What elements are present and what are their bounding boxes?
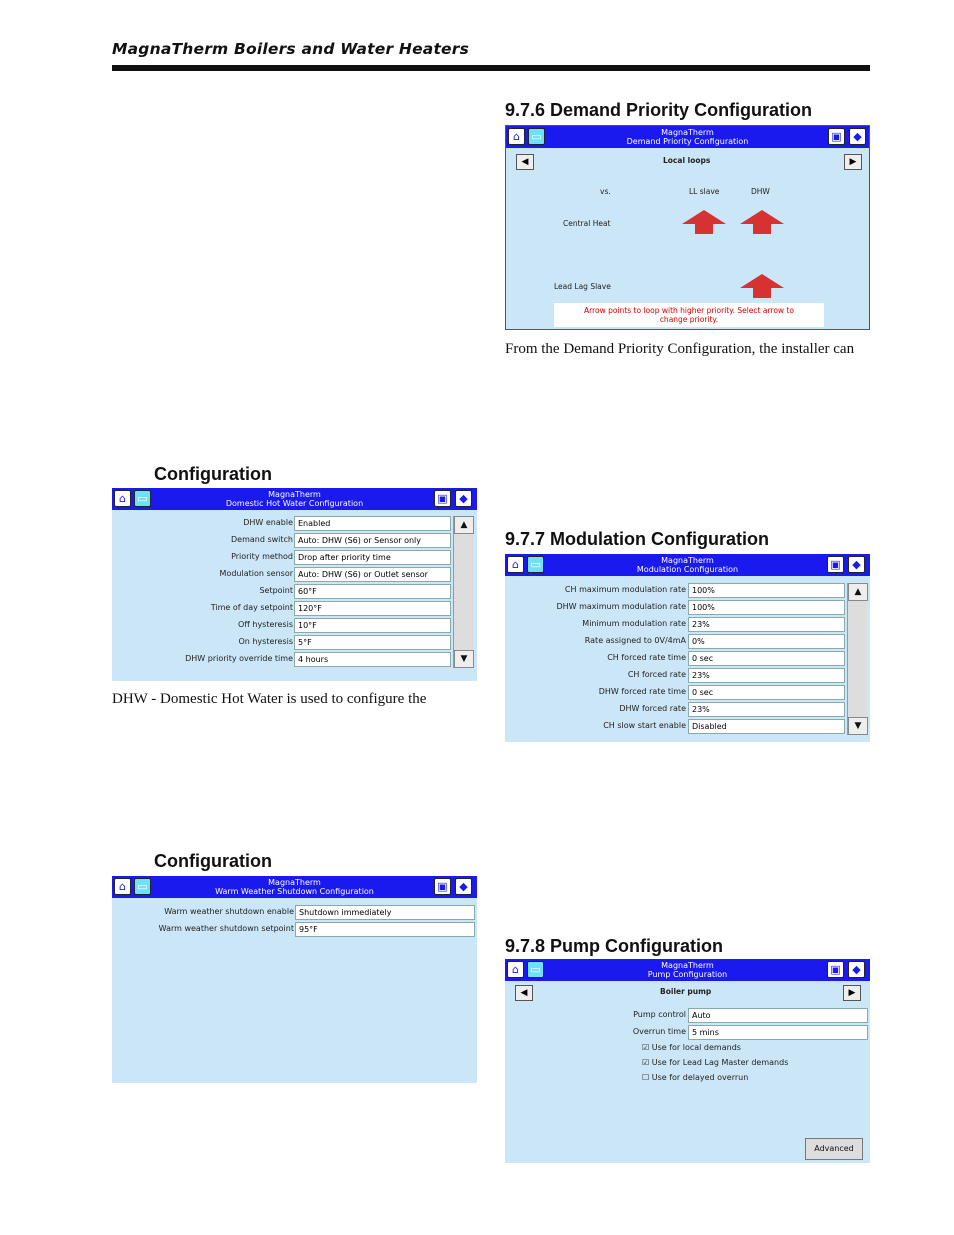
screen-app-name: MagnaTherm — [268, 490, 321, 499]
row-value-field[interactable]: 100% — [688, 600, 845, 615]
screen-icon[interactable]: ▭ — [527, 556, 544, 573]
row-value-field[interactable]: 120°F — [294, 601, 451, 616]
row-value-field[interactable]: Auto: DHW (S6) or Outlet sensor — [294, 567, 451, 582]
checkbox-label: Use for Lead Lag Master demands — [651, 1058, 789, 1067]
row-value-field[interactable]: Auto: DHW (S6) or Sensor only — [294, 533, 451, 548]
home-icon[interactable]: ⌂ — [114, 878, 131, 895]
dhw-config-heading: Configuration — [154, 464, 272, 484]
screen-app-name: MagnaTherm — [661, 961, 714, 970]
running-header: MagnaTherm Boilers and Water Heaters — [112, 40, 470, 58]
screen-app-name: MagnaTherm — [661, 556, 714, 565]
priority-arrow-stem — [695, 224, 713, 234]
row-label: CH forced rate — [627, 670, 686, 679]
home-icon[interactable]: ⌂ — [507, 961, 524, 978]
home-icon[interactable]: ⌂ — [508, 128, 525, 145]
scroll-down-icon[interactable]: ▼ — [454, 650, 474, 668]
row-value-field[interactable]: Auto — [688, 1008, 868, 1023]
row-value-field[interactable]: 4 hours — [294, 652, 451, 667]
priority-arrow-icon[interactable] — [682, 210, 726, 224]
lock-icon[interactable]: ▣ — [434, 878, 451, 895]
demand-priority-screen — [505, 125, 870, 330]
wws-config-heading: Configuration — [154, 851, 272, 871]
row-label: DHW priority override time — [185, 654, 293, 663]
row-value-field[interactable]: 100% — [688, 583, 845, 598]
next-icon[interactable]: ◆ — [848, 961, 865, 978]
screen-titlebar — [112, 876, 477, 898]
screen-title: Demand Priority Configuration — [626, 137, 749, 146]
modulation-config-screen — [505, 554, 870, 742]
row-central-heat: Central Heat — [563, 219, 611, 228]
row-label: Warm weather shutdown enable — [164, 907, 294, 916]
pump-option-checkbox[interactable]: ☑ Use for local demands — [642, 1043, 741, 1052]
priority-arrow-stem — [753, 288, 771, 298]
pump-subtitle: Boiler pump — [660, 987, 712, 996]
row-value-field[interactable]: 60°F — [294, 584, 451, 599]
checkbox-label: Use for delayed overrun — [651, 1073, 749, 1082]
pump-option-checkbox[interactable]: ☑ Use for Lead Lag Master demands — [642, 1058, 789, 1067]
loop-label: Local loops — [663, 156, 711, 165]
row-label: CH slow start enable — [603, 721, 686, 730]
screen-titlebar — [505, 554, 870, 576]
scroll-up-icon[interactable]: ▲ — [848, 583, 868, 601]
left-arrow-icon[interactable]: ◀ — [516, 154, 534, 170]
row-value-field[interactable]: 0 sec — [688, 685, 845, 700]
screen-app-name: MagnaTherm — [268, 878, 321, 887]
screen-app-name: MagnaTherm — [661, 128, 714, 137]
priority-note-line2: change priority. — [659, 315, 719, 324]
screen-title: Warm Weather Shutdown Configuration — [215, 887, 374, 896]
screen-title: Modulation Configuration — [636, 565, 739, 574]
lock-icon[interactable]: ▣ — [434, 490, 451, 507]
scroll-down-icon[interactable]: ▼ — [848, 717, 868, 735]
row-label: DHW forced rate time — [598, 687, 686, 696]
column-ll-slave: LL slave — [689, 187, 720, 196]
next-icon[interactable]: ◆ — [455, 878, 472, 895]
row-label: DHW forced rate — [619, 704, 686, 713]
screen-title: Pump Configuration — [647, 970, 728, 979]
row-label: Demand switch — [230, 535, 293, 544]
row-value-field[interactable]: Disabled — [688, 719, 845, 734]
screen-icon[interactable]: ▭ — [527, 961, 544, 978]
row-label: DHW maximum modulation rate — [556, 602, 686, 611]
row-value-field[interactable]: 23% — [688, 617, 845, 632]
row-value-field[interactable]: Enabled — [294, 516, 451, 531]
row-label: Modulation sensor — [219, 569, 293, 578]
column-dhw: DHW — [751, 187, 770, 196]
row-label: Overrun time — [632, 1027, 686, 1036]
wws-config-screen — [112, 876, 477, 1083]
row-label: Pump control — [633, 1010, 686, 1019]
checkbox-label: Use for local demands — [651, 1043, 741, 1052]
row-label: Rate assigned to 0V/4mA — [584, 636, 686, 645]
row-value-field[interactable]: 0% — [688, 634, 845, 649]
right-arrow-icon[interactable]: ▶ — [843, 985, 861, 1001]
row-label: CH forced rate time — [607, 653, 686, 662]
row-value-field[interactable]: 23% — [688, 702, 845, 717]
row-value-field[interactable]: 10°F — [294, 618, 451, 633]
lock-icon[interactable]: ▣ — [827, 961, 844, 978]
scroll-up-icon[interactable]: ▲ — [454, 516, 474, 534]
priority-arrow-icon[interactable] — [740, 274, 784, 288]
row-label: Warm weather shutdown setpoint — [158, 924, 294, 933]
row-lead-lag-slave: Lead Lag Slave — [554, 282, 611, 291]
row-value-field[interactable]: 0 sec — [688, 651, 845, 666]
row-label: On hysteresis — [238, 637, 293, 646]
scrollbar[interactable] — [847, 583, 867, 735]
row-label: Time of day setpoint — [210, 603, 293, 612]
screen-icon[interactable]: ▭ — [134, 878, 151, 895]
row-label: Off hysteresis — [238, 620, 293, 629]
demand-paragraph: From the Demand Priority Configuration, the installer can — [505, 341, 855, 357]
dhw-config-screen — [112, 488, 477, 681]
screen-title: Domestic Hot Water Configuration — [225, 499, 364, 508]
header-rule — [112, 65, 870, 71]
pump-config-screen — [505, 959, 870, 1163]
section-heading-976: 9.7.6 Demand Priority Configuration — [505, 100, 813, 120]
lock-icon[interactable]: ▣ — [827, 556, 844, 573]
right-arrow-icon[interactable]: ▶ — [844, 154, 862, 170]
lock-icon[interactable]: ▣ — [828, 128, 845, 145]
section-heading-978: 9.7.8 Pump Configuration — [505, 936, 724, 956]
vs-label: vs. — [600, 187, 611, 196]
screen-titlebar — [112, 488, 477, 510]
row-value-field[interactable]: 23% — [688, 668, 845, 683]
screen-titlebar — [505, 959, 870, 981]
home-icon[interactable]: ⌂ — [114, 490, 131, 507]
row-label: DHW enable — [243, 518, 293, 527]
pump-option-checkbox[interactable]: ☐ Use for delayed overrun — [642, 1073, 749, 1082]
next-icon[interactable]: ◆ — [848, 556, 865, 573]
scrollbar[interactable] — [453, 516, 473, 668]
dhw-paragraph: DHW - Domestic Hot Water is used to configure the — [112, 691, 427, 707]
section-heading-977: 9.7.7 Modulation Configuration — [505, 529, 769, 549]
row-value-field[interactable]: 5°F — [294, 635, 451, 650]
next-icon[interactable]: ◆ — [455, 490, 472, 507]
screen-titlebar — [506, 126, 869, 148]
row-value-field[interactable]: 95°F — [295, 922, 475, 937]
screen-icon[interactable]: ▭ — [528, 128, 545, 145]
row-value-field[interactable]: 5 mins — [688, 1025, 868, 1040]
screen-icon[interactable]: ▭ — [134, 490, 151, 507]
next-icon[interactable]: ◆ — [849, 128, 866, 145]
left-arrow-icon[interactable]: ◀ — [515, 985, 533, 1001]
row-value-field[interactable]: Shutdown immediately — [295, 905, 475, 920]
priority-note-line1: Arrow points to loop with higher priority. Select arrow to — [584, 306, 794, 315]
advanced-button[interactable]: Advanced — [805, 1138, 863, 1160]
priority-arrow-icon[interactable] — [740, 210, 784, 224]
home-icon[interactable]: ⌂ — [507, 556, 524, 573]
row-value-field[interactable]: Drop after priority time — [294, 550, 451, 565]
row-label: Priority method — [231, 552, 293, 561]
priority-arrow-stem — [753, 224, 771, 234]
row-label: Setpoint — [259, 586, 293, 595]
row-label: CH maximum modulation rate — [564, 585, 686, 594]
row-label: Minimum modulation rate — [582, 619, 686, 628]
